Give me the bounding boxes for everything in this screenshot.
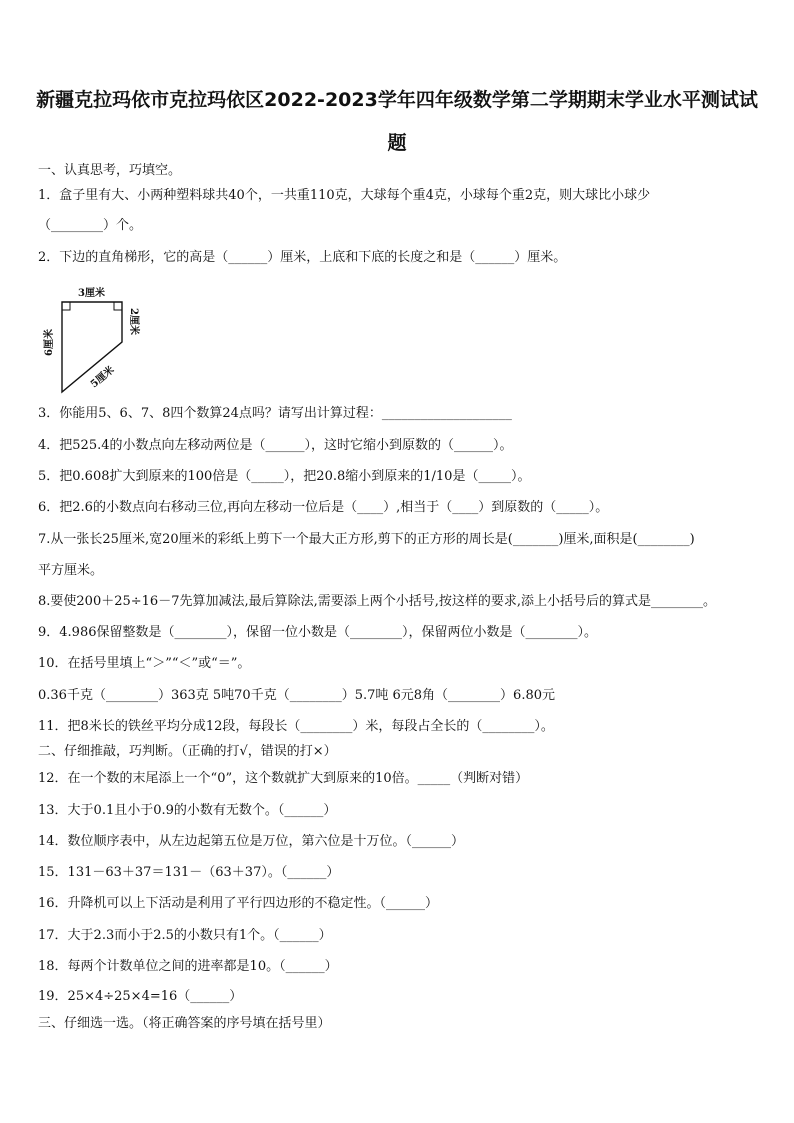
question-1: 1．盒子里有大、小两种塑料球共40个，一共重110克，大球每个重4克，小球每个重2克，则大球比小球少 — [38, 188, 651, 203]
question-17: 17．大于2.3而小于2.5的小数只有1个。（______） — [38, 928, 332, 943]
page-title: 新疆克拉玛依市克拉玛依区2022-2023学年四年级数学第二学期期末学业水平测试试 — [36, 89, 758, 111]
question-14: 14．数位顺序表中，从左边起第五位是万位，第六位是十万位。（______） — [38, 834, 465, 849]
question-9: 9．4.986保留整数是（________），保留一位小数是（________），保留两位小数是（________）。 — [38, 625, 597, 640]
question-15: 15．131－63＋37＝131－（63＋37）。（______） — [38, 865, 340, 880]
right-side-label: 2厘米 — [128, 308, 139, 335]
question-7: 7.从一张长25厘米,宽20厘米的彩纸上剪下一个最大正方形,剪下的正方形的周长是(_______)厘米,面积是(________) — [38, 532, 695, 547]
section-heading-fill-in: 一、认真思考，巧填空。 — [38, 163, 182, 178]
section-heading-judge: 二、仔细推敲，巧判断。（正确的打√，错误的打×） — [38, 744, 337, 759]
question-10: 10．在括号里填上“＞”“＜”或“＝”。 — [38, 656, 251, 671]
question-2: 2．下边的直角梯形，它的高是（______）厘米，上底和下底的长度之和是（______）厘米。 — [38, 250, 567, 265]
slant-side-label: 5厘米 — [88, 364, 117, 391]
question-10-items: 0.36千克（________）363克 5吨70千克（________）5.7吨 6元8角（________）6.80元 — [38, 688, 555, 703]
question-18: 18．每两个计数单位之间的进率都是10。（______） — [38, 959, 338, 974]
top-side-label: 3厘米 — [78, 288, 105, 299]
question-19: 19．25×4÷25×4=16（______） — [38, 989, 243, 1004]
question-7-continued: 平方厘米。 — [38, 563, 104, 578]
question-3: 3．你能用5、6、7、8四个数算24点吗？请写出计算过程：____________________ — [38, 406, 512, 421]
question-13: 13．大于0.1且小于0.9的小数有无数个。（______） — [38, 803, 337, 818]
question-1-continued: （________）个。 — [38, 218, 143, 233]
question-11: 11．把8米长的铁丝平均分成12段，每段长（________）米，每段占全长的（________）。 — [38, 719, 554, 734]
question-16: 16．升降机可以上下活动是利用了平行四边形的不稳定性。（______） — [38, 896, 439, 911]
page-title-continued: 题 — [387, 132, 407, 154]
question-4: 4．把525.4的小数点向左移动两位是（______），这时它缩小到原数的（______）。 — [38, 438, 513, 453]
right-angle-mark-left — [62, 302, 70, 310]
question-8: 8.要使200＋25÷16－7先算加减法,最后算除法,需要添上两个小括号,按这样的要求,添上小括号后的算式是________。 — [38, 594, 716, 609]
right-angle-mark-right — [114, 302, 122, 310]
left-side-label: 6厘米 — [44, 329, 55, 356]
question-5: 5．把0.608扩大到原来的100倍是（_____），把20.8缩小到原来的1/10是（_____）。 — [38, 469, 531, 484]
question-6: 6．把2.6的小数点向右移动三位,再向左移动一位后是（____）,相当于（____）到原数的（_____）。 — [38, 500, 609, 515]
question-12: 12．在一个数的末尾添上一个“0”，这个数就扩大到原来的10倍。_____（判断对错） — [38, 771, 529, 786]
right-trapezoid-figure — [40, 284, 160, 394]
section-heading-choice: 三、仔细选一选。（将正确答案的序号填在括号里） — [38, 1016, 331, 1031]
